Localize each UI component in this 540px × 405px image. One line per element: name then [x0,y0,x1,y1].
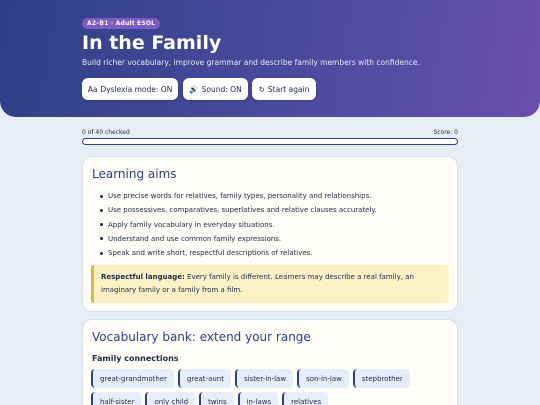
learning-aims-list [99,189,449,260]
vocab-chip[interactable]: stepbrother [353,369,410,388]
vocab-chip[interactable]: only child [145,392,195,405]
speaker-icon: 🔊 [189,84,199,94]
family-connections-heading: Family connections [92,354,179,363]
level-badge: A2–B1 · Adult ESOL [82,18,160,29]
vocab-chip[interactable]: great-aunt [178,369,231,388]
note-text: Every family is different. Learners may describe a real family, an imaginary family or a family from a film. [101,273,414,294]
vocab-chip[interactable]: sister-in-law [235,369,293,388]
learning-aims-card [82,156,458,312]
dyslexia-mode-label: Dyslexia mode: ON [100,84,173,94]
aim-item: Use possessives, comparatives, superlatives and relative clauses accurately. [99,203,449,217]
note-label: Respectful language: [101,273,185,281]
vocabulary-bank-heading: Vocabulary bank: extend your range [92,330,311,344]
vocabulary-bank-card [82,319,458,405]
aim-item: Speak and write short, respectful descriptions of relatives. [99,246,449,260]
dyslexia-mode-button[interactable] [82,78,178,100]
respectful-language-note [91,265,449,303]
vocab-chip[interactable]: relatives [282,392,328,405]
aim-item: Apply family vocabulary in everyday situations. [99,218,449,232]
page-title: In the Family [82,32,222,54]
progress-status [82,129,458,136]
page-subtitle: Build richer vocabulary, improve grammar and describe family members with confidence. [82,58,420,67]
sound-toggle-button[interactable] [183,78,248,100]
vocab-chip[interactable]: twins [199,392,234,405]
aim-item: Use precise words for relatives, family types, personality and relationships. [99,189,449,203]
vocab-chip[interactable]: in-laws [238,392,279,405]
start-again-button[interactable] [252,78,316,100]
progress-bar [82,138,458,145]
text-size-icon: Aa [87,84,98,94]
score-display: Score: 0 [433,129,458,136]
aim-item: Understand and use common family expressions. [99,232,449,246]
learning-aims-heading: Learning aims [92,167,177,181]
sound-toggle-label: Sound: ON [201,84,242,94]
restart-icon: ↻ [258,84,265,94]
vocab-chip[interactable]: half-sister [91,392,141,405]
vocab-chip[interactable]: great-grandmother [91,369,174,388]
vocabulary-chip-list [91,369,451,405]
checked-count: 0 of 40 checked [82,129,130,136]
vocab-chip[interactable]: son-in-law [297,369,349,388]
start-again-label: Start again [267,84,310,94]
hero-banner [0,0,540,117]
